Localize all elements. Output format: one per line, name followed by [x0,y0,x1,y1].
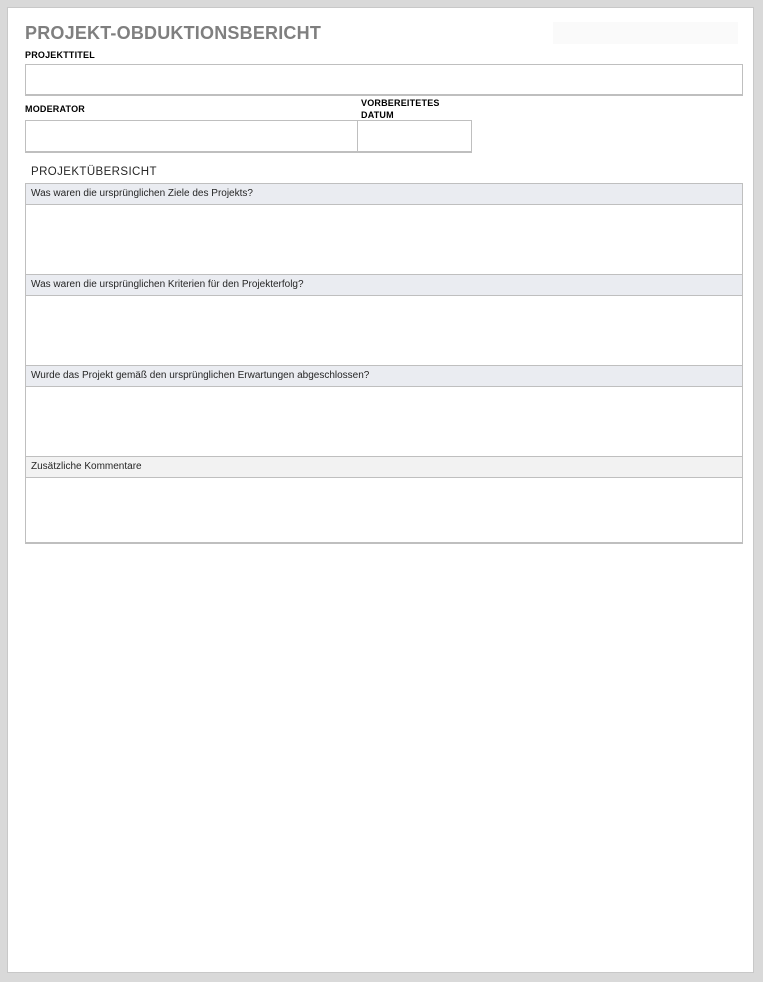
prepared-date-label [361,97,440,121]
document-title: PROJEKT-OBDUKTIONSBERICHT [25,23,322,43]
answer-field-goals[interactable] [26,205,742,275]
question-label-comments: Zusätzliche Kommentare [26,457,742,478]
prepared-date-label-line1: VORBEREITETES [361,98,440,108]
project-title-label: PROJEKTTITEL [25,50,95,60]
prepared-date-label-line2: DATUM [361,110,394,120]
section-heading-overview: PROJEKTÜBERSICHT [31,166,157,178]
overview-table [25,183,743,544]
moderator-label: MODERATOR [25,104,85,114]
project-title-field[interactable] [25,64,743,96]
document-page [7,7,754,973]
header-placeholder [553,22,738,44]
answer-field-expectations[interactable] [26,387,742,457]
question-label-success-criteria: Was waren die ursprünglichen Kriterien für den Projekterfolg? [26,275,742,296]
question-label-expectations: Wurde das Projekt gemäß den ursprünglichen Erwartungen abgeschlossen? [26,366,742,387]
answer-field-success-criteria[interactable] [26,296,742,366]
answer-field-comments[interactable] [26,478,742,542]
moderator-field[interactable] [25,120,359,153]
question-label-goals: Was waren die ursprünglichen Ziele des Projekts? [26,184,742,205]
prepared-date-field[interactable] [357,120,472,153]
